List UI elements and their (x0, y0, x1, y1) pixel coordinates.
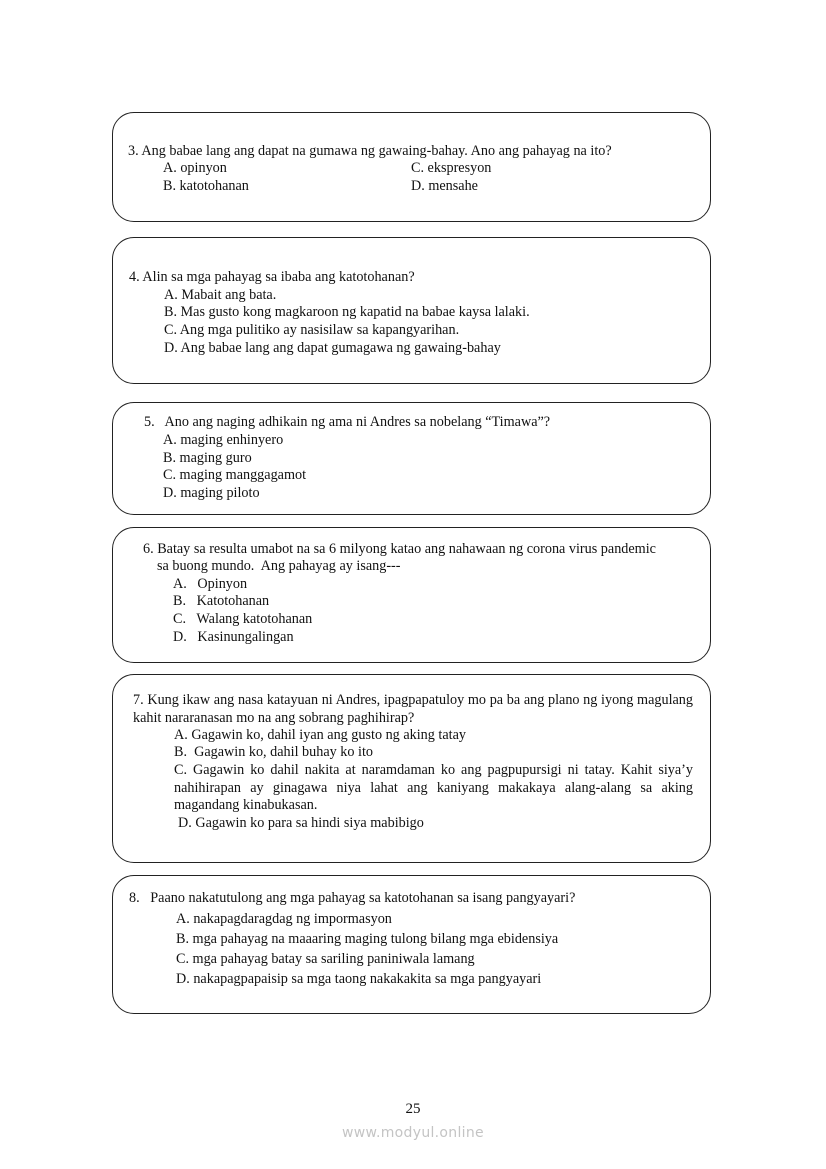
question-8-option-c[interactable]: C. mga pahayag batay sa sariling paniniwala lamang (176, 951, 475, 967)
question-7-option-d[interactable]: D. Gagawin ko para sa hindi siya mabibigo (178, 815, 424, 831)
question-5-option-a[interactable]: A. maging enhinyero (163, 432, 284, 448)
question-7-option-a[interactable]: A. Gagawin ko, dahil iyan ang gusto ng aking tatay (174, 727, 466, 743)
question-7-option-b[interactable]: B. Gagawin ko, dahil buhay ko ito (174, 744, 373, 760)
question-3-option-d[interactable]: D. mensahe (411, 178, 478, 194)
question-5-option-c[interactable]: C. maging manggagamot (163, 467, 307, 483)
question-4-text: 4. Alin sa mga pahayag sa ibaba ang katotohanan? (129, 269, 415, 285)
question-8-option-d[interactable]: D. nakapagpapaisip sa mga taong nakakakita sa mga pangyayari (176, 971, 542, 987)
question-4-option-a[interactable]: A. Mabait ang bata. (164, 287, 277, 303)
question-3-option-a[interactable]: A. opinyon (163, 160, 227, 176)
question-5-text: 5. Ano ang naging adhikain ng ama ni Andres sa nobelang “Timawa”? (144, 414, 551, 430)
question-4-option-d[interactable]: D. Ang babae lang ang dapat gumagawa ng gawaing-bahay (164, 340, 501, 356)
question-6-option-a[interactable]: A. Opinyon (173, 576, 248, 592)
question-4-option-c[interactable]: C. Ang mga pulitiko ay nasisilaw sa kapangyarihan. (164, 322, 460, 338)
question-7-option-c[interactable]: C. Gagawin ko dahil nakita at naramdaman ko ang pagpupursigi ni tatay. Kahit siya’y nahihirapan ay ginagawa niya lahat ang kaniyang makakaya alang-alang sa aking magandang kinabukasan. (174, 762, 693, 813)
question-6-text-line-1: 6. Batay sa resulta umabot na sa 6 milyong katao ang nahawaan ng corona virus pandemic (143, 541, 656, 557)
question-3-option-c[interactable]: C. ekspresyon (411, 160, 492, 176)
question-5-option-b[interactable]: B. maging guro (163, 450, 252, 466)
question-6-option-c[interactable]: C. Walang katotohanan (173, 611, 313, 627)
question-6-text-line-2: sa buong mundo. Ang pahayag ay isang--- (157, 558, 401, 574)
question-7-text: 7. Kung ikaw ang nasa katayuan ni Andres, ipagpapatuloy mo pa ba ang plano ng iyong magulang kahit nararanasan mo na ang sobrang paghihirap? (133, 692, 693, 726)
question-8-text: 8. Paano nakatutulong ang mga pahayag sa katotohanan sa isang pangyayari? (129, 890, 576, 906)
question-6-option-b[interactable]: B. Katotohanan (173, 593, 270, 609)
question-8-option-a[interactable]: A. nakapagdaragdag ng impormasyon (176, 911, 392, 927)
question-6-option-d[interactable]: D. Kasinungalingan (173, 629, 294, 645)
question-5-option-d[interactable]: D. maging piloto (163, 485, 260, 501)
page-number: 25 (405, 1101, 421, 1117)
watermark: www.modyul.online (342, 1125, 484, 1141)
question-3-text: 3. Ang babae lang ang dapat na gumawa ng gawaing-bahay. Ano ang pahayag na ito? (128, 143, 612, 159)
question-3-option-b[interactable]: B. katotohanan (163, 178, 249, 194)
question-8-option-b[interactable]: B. mga pahayag na maaaring maging tulong bilang mga ebidensiya (176, 931, 559, 947)
question-4-option-b[interactable]: B. Mas gusto kong magkaroon ng kapatid na babae kaysa lalaki. (164, 304, 530, 320)
